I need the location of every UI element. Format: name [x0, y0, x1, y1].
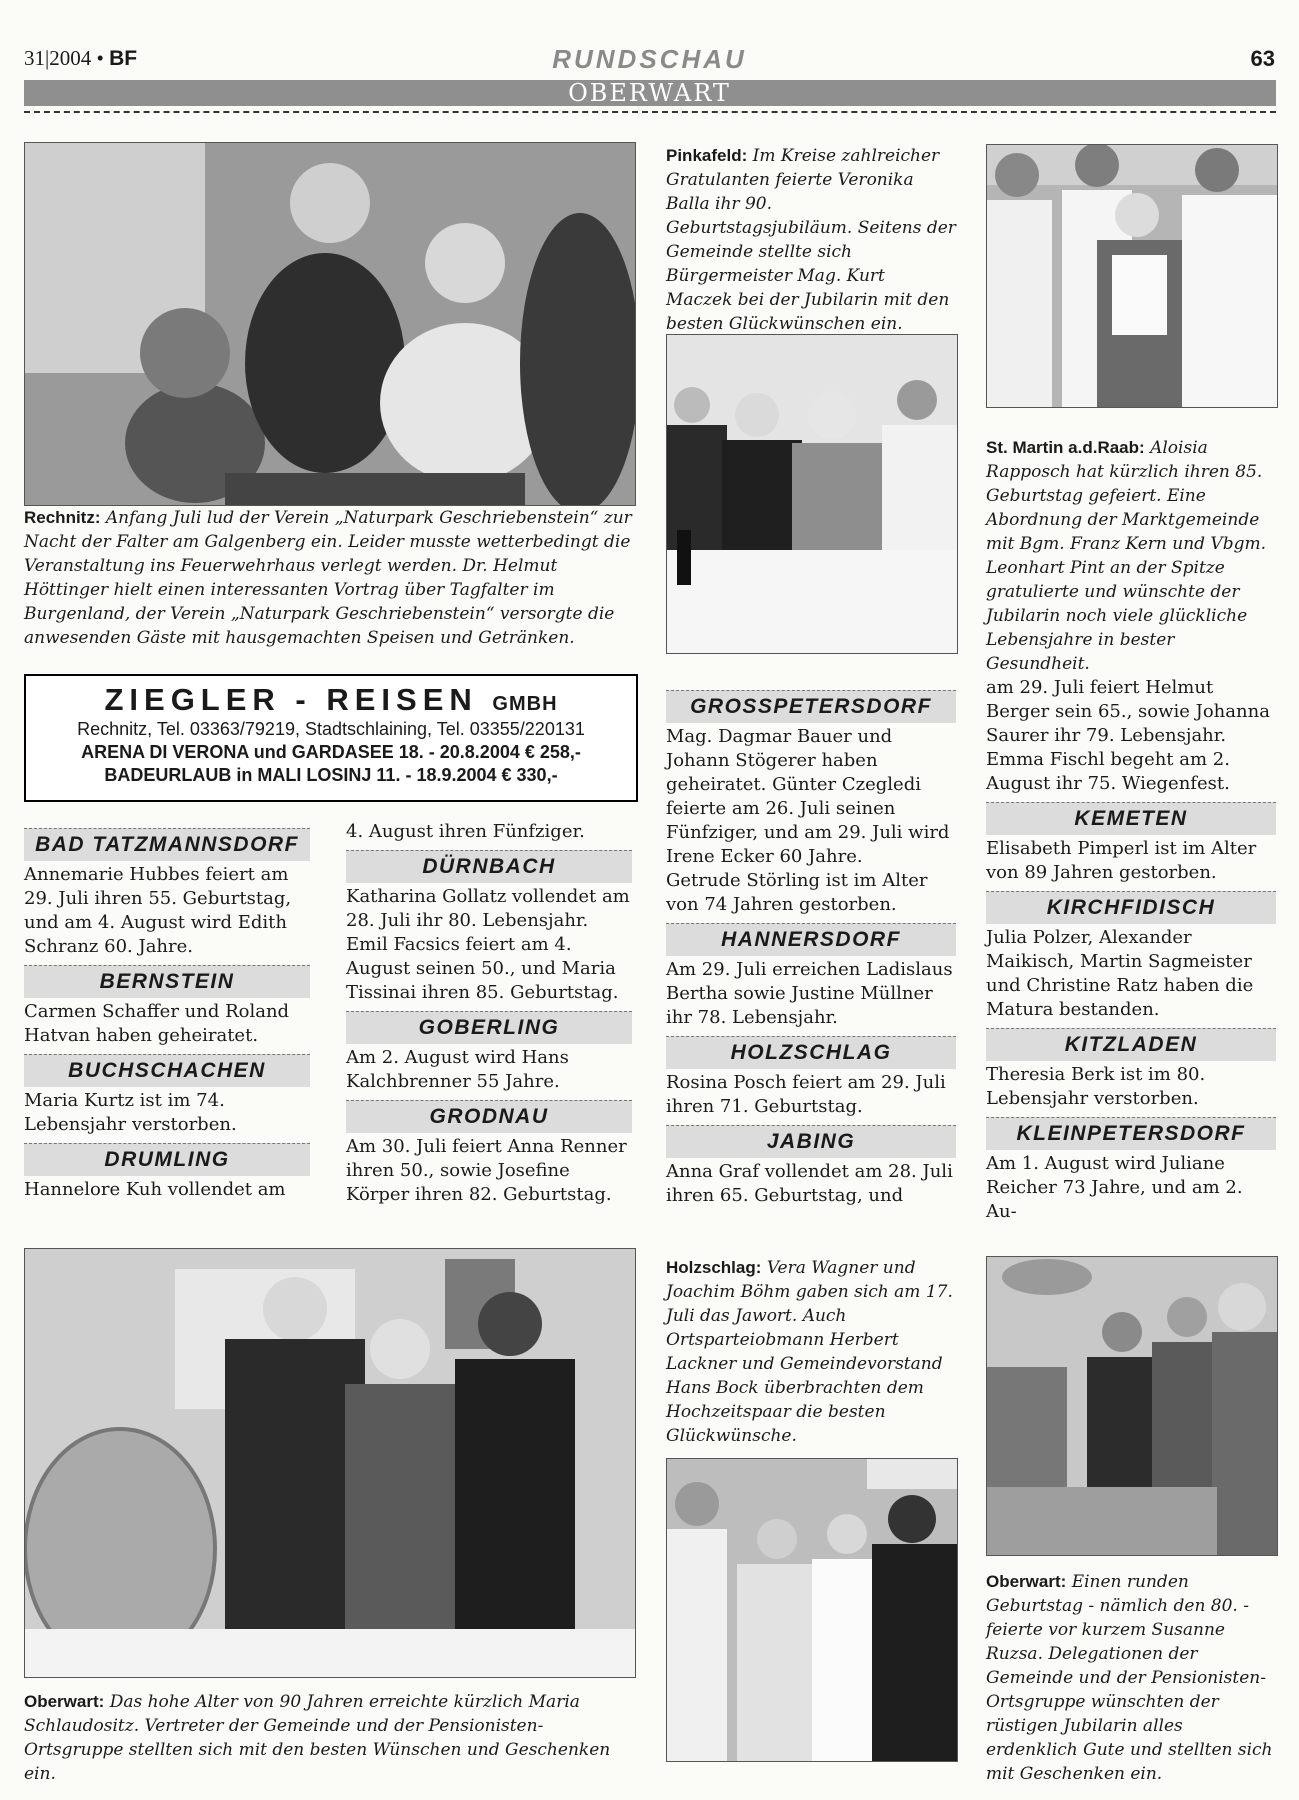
photo-oberwart-schlaudositz	[24, 1248, 636, 1678]
section-duernbach	[346, 850, 632, 1005]
caption-text: Das hohe Alter von 90 Jahren erreichte kürzlich Maria Schlaudositz. Vertreter der Gemeinde und der Pensionisten-Ortsgruppe stellten sich mit den besten Wünschen und Geschenken ein.	[24, 1692, 611, 1784]
ad-company: ZIEGLER - REISEN	[104, 682, 478, 717]
region-title: OBERWART	[568, 79, 731, 107]
column-1	[24, 826, 310, 1202]
section-holzschlag	[666, 1036, 956, 1119]
caption-text: Vera Wagner und Joachim Böhm gaben sich am 17. Juli das Jawort. Auch Ortsparteiobmann Herbert Lackner und Gemeindevorstand Hans Bock überbrachten dem Hochzeitspaar die besten Glückwünsche.	[666, 1258, 953, 1446]
ad-suffix: GMBH	[492, 693, 558, 715]
section-body: Am 30. Juli feiert Anna Renner ihren 50., sowie Josefine Körper ihren 82. Geburtstag.	[346, 1136, 627, 1205]
section-heading: BUCHSCHACHEN	[24, 1054, 310, 1087]
section-heading: DÜRNBACH	[346, 850, 632, 883]
ad-offer-losinj: BADEURLAUB in MALI LOSINJ 11. - 18.9.2004 € 330,-	[104, 765, 558, 785]
column-2	[346, 820, 632, 1207]
section-body: Carmen Schaffer und Roland Hatvan haben geheiratet.	[24, 1001, 290, 1046]
photo-holzschlag-wedding	[666, 1458, 958, 1762]
section-drumling	[24, 1143, 310, 1202]
caption-oberwart-schlaudositz	[24, 1690, 634, 1786]
column-lead: 4. August ihren Fünfziger.	[346, 821, 585, 842]
issue-number: 31|2004 •	[24, 46, 104, 70]
section-buchschachen	[24, 1054, 310, 1137]
caption-text: Aloisia Rapposch hat kürzlich ihren 85. Geburtstag gefeiert. Eine Abordnung der Marktgemeinde mit Bgm. Franz Kern und Vbgm. Leonhart Pint an der Spitze gratulierte und wünschte der Jubilarin noch viele glückliche Lebensjahre in bester Gesundheit.	[986, 438, 1266, 674]
section-bad-tatzmannsdorf	[24, 828, 310, 959]
column-3	[666, 688, 956, 1208]
section-heading: GRODNAU	[346, 1100, 632, 1133]
section-body: Rosina Posch feiert am 29. Juli ihren 71. Geburtstag.	[666, 1072, 946, 1117]
section-kemeten	[986, 802, 1276, 885]
section-heading: BERNSTEIN	[24, 965, 310, 998]
section-body: Julia Polzer, Alexander Maikisch, Martin Sagmeister und Christine Ratz haben die Matura bestanden.	[986, 927, 1254, 1020]
section-heading: GOBERLING	[346, 1011, 632, 1044]
section-body: Hannelore Kuh vollendet am	[24, 1179, 286, 1200]
section-title: RUNDSCHAU	[552, 44, 747, 74]
caption-oberwart-ruzsa	[986, 1570, 1276, 1786]
caption-text: Im Kreise zahlreicher Gratulanten feierte Veronika Balla ihr 90. Geburtstagsjubiläum. Seitens der Gemeinde stellte sich Bürgermeister Mag. Kurt Maczek bei der Jubilarin mit den besten Glückwünschen ein.	[666, 146, 956, 334]
header-divider	[24, 111, 1276, 113]
section-grodnau	[346, 1100, 632, 1207]
photo-oberwart-ruzsa	[986, 1256, 1278, 1556]
caption-pinkafeld	[666, 144, 956, 336]
section-heading: KEMETEN	[986, 802, 1276, 835]
caption-place: Holzschlag:	[666, 1258, 762, 1277]
section-heading: KIRCHFIDISCH	[986, 891, 1276, 924]
section-body: Anna Graf vollendet am 28. Juli ihren 65. Geburtstag, und	[666, 1161, 953, 1206]
paper-name: BF	[109, 47, 138, 70]
section-hannersdorf	[666, 923, 956, 1030]
section-jabing	[666, 1125, 956, 1208]
section-goberling	[346, 1011, 632, 1094]
section-heading: KITZLADEN	[986, 1028, 1276, 1061]
caption-place: Rechnitz:	[24, 508, 101, 527]
section-heading: DRUMLING	[24, 1143, 310, 1176]
section-body: Maria Kurtz ist im 74. Lebensjahr verstorben.	[24, 1090, 237, 1135]
photo-rechnitz	[24, 142, 636, 506]
caption-holzschlag	[666, 1256, 956, 1448]
column-lead: am 29. Juli feiert Helmut Berger sein 65., sowie Johanna Saurer ihr 79. Lebensjahr. Emma Fischl begeht am 2. August ihr 75. Wiegenfest.	[986, 677, 1270, 794]
section-heading: KLEINPETERSDORF	[986, 1117, 1276, 1150]
section-heading: GROSSPETERSDORF	[666, 690, 956, 723]
section-kitzladen	[986, 1028, 1276, 1111]
section-body-2: Getrude Störling ist im Alter von 74 Jahren gestorben.	[666, 870, 928, 915]
caption-text: Einen runden Geburtstag - nämlich den 80. - feierte vor kurzem Susanne Ruzsa. Delegationen der Gemeinde und der Pensionisten-Ortsgruppe wünschten der rüstigen Jubilarin alles erdenklich Gute und stellten sich mit Geschenken ein.	[986, 1572, 1273, 1784]
caption-place: Oberwart:	[986, 1572, 1067, 1591]
section-heading: HANNERSDORF	[666, 923, 956, 956]
section-heading: JABING	[666, 1125, 956, 1158]
section-body: Mag. Dagmar Bauer und Johann Stögerer haben geheiratet. Günter Czegledi feierte am 26. Juli seinen Fünfziger, und am 29. Juli wird Irene Ecker 60 Jahre.	[666, 726, 950, 867]
section-heading: HOLZSCHLAG	[666, 1036, 956, 1069]
section-body: Am 29. Juli erreichen Ladislaus Bertha sowie Justine Müllner ihr 78. Lebensjahr.	[666, 959, 953, 1028]
photo-pinkafeld	[666, 334, 958, 654]
section-body: Am 2. August wird Hans Kalchbrenner 55 Jahre.	[346, 1047, 569, 1092]
ad-title	[26, 682, 636, 718]
caption-place: St. Martin a.d.Raab:	[986, 438, 1145, 457]
section-bernstein	[24, 965, 310, 1048]
section-kleinpetersdorf	[986, 1117, 1276, 1224]
page-number: 63	[1250, 46, 1275, 71]
ad-contact: Rechnitz, Tel. 03363/79219, Stadtschlaining, Tel. 03355/220131	[77, 719, 585, 739]
section-grosspetersdorf	[666, 690, 956, 917]
column-4	[986, 676, 1276, 1224]
section-body: Annemarie Hubbes feiert am 29. Juli ihren 55. Geburtstag, und am 4. August wird Edith Schranz 60. Jahre.	[24, 864, 292, 957]
section-body: Theresia Berk ist im 80. Lebensjahr verstorben.	[986, 1064, 1206, 1109]
section-body: Elisabeth Pimperl ist im Alter von 89 Jahren gestorben.	[986, 838, 1257, 883]
ad-offer-verona: ARENA DI VERONA und GARDASEE 18. - 20.8.2004 € 258,-	[81, 742, 581, 762]
caption-place: Pinkafeld:	[666, 146, 748, 165]
section-body: Katharina Gollatz vollendet am 28. Juli ihr 80. Lebensjahr. Emil Facsics feiert am 4. August seinen 50., und Maria Tissinai ihren 85. Geburtstag.	[346, 886, 630, 1003]
photo-st-martin	[986, 144, 1278, 408]
caption-place: Oberwart:	[24, 1692, 105, 1711]
section-kirchfidisch	[986, 891, 1276, 1022]
caption-st-martin	[986, 436, 1276, 676]
caption-rechnitz	[24, 506, 634, 650]
section-body: Am 1. August wird Juliane Reicher 73 Jahre, und am 2. Au-	[986, 1153, 1243, 1222]
caption-text: Anfang Juli lud der Verein „Naturpark Geschriebenstein“ zur Nacht der Falter am Galgenberg ein. Leider musste wetterbedingt die Veranstaltung ins Feuerwehrhaus verlegt werden. Dr. Helmut Höttinger hielt einen interessanten Vortrag über Tagfalter im Burgenland, der Verein „Naturpark Geschriebenstein“ versorgte die anwesenden Gäste mit hausgemachten Speisen und Getränken.	[24, 508, 632, 648]
section-heading: BAD TATZMANNSDORF	[24, 828, 310, 861]
ziegler-reisen-ad	[24, 674, 638, 802]
